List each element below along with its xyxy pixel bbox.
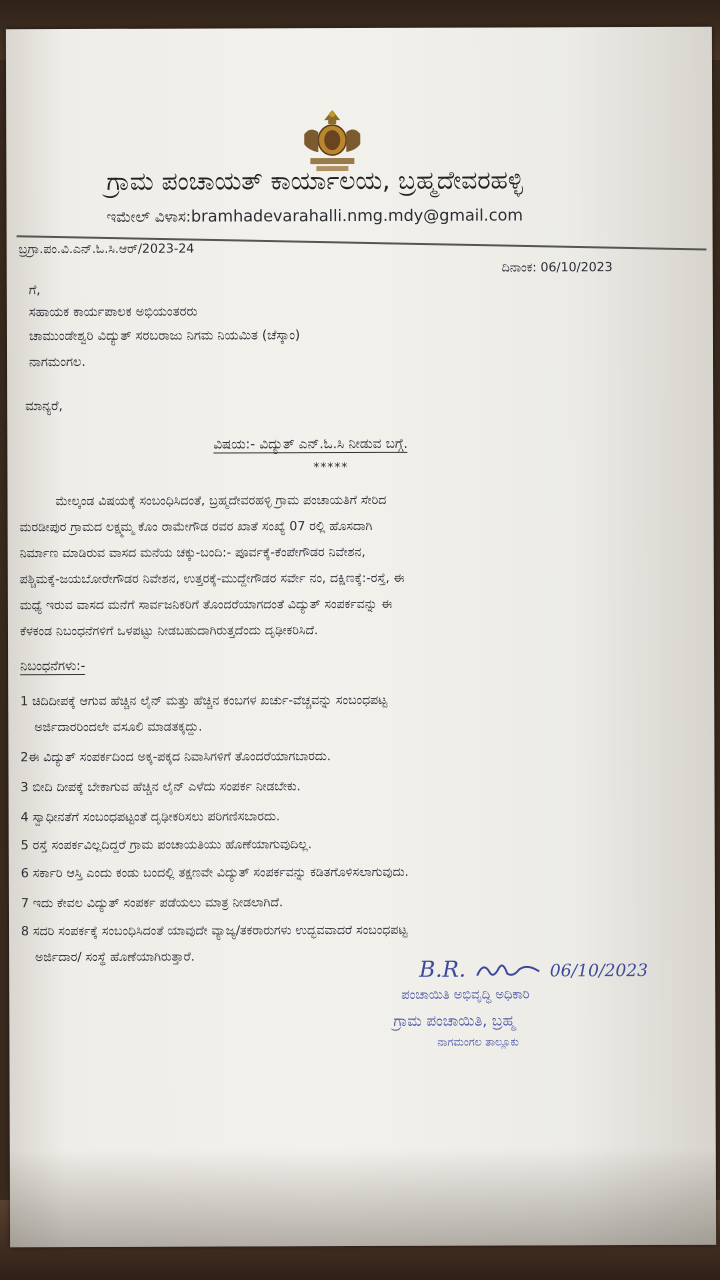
signature-date: 06/10/2023 (549, 961, 648, 982)
subject-line: ವಿಷಯ:- ವಿದ್ಯುತ್ ಎನ್.ಓ.ಸಿ ನೀಡುವ ಬಗ್ಗೆ. (213, 435, 408, 453)
signature-initials: B.R. (419, 957, 466, 983)
paragraph-line-5: ಮಧ್ಯೆ ಇರುವ ವಾಸದ ಮನೆಗೆ ಸಾರ್ವಜನಿಕರಿಗೆ ತೊಂದರೆಯಾಗದಂತೆ ವಿದ್ಯುತ್ ಸಂಪರ್ಕವನ್ನು ಈ (19, 595, 393, 613)
subject-stars: ***** (313, 460, 349, 475)
office-title: ಗ್ರಾಮ ಪಂಚಾಯತ್ ಕಾರ್ಯಾಲಯ, ಬ್ರಹ್ಮದೇವರಹಳ್ಳಿ (106, 165, 524, 196)
condition-8-cont: ಅರ್ಜಿದಾರ/ ಸಂಸ್ಥೆ ಹೊಣೆಯಾಗಿರುತ್ತಾರೆ. (35, 948, 195, 965)
seal-line-3: ನಾಗಮಂಗಲ ತಾಲ್ಲೂಕು (437, 1035, 519, 1049)
condition-3: 3 ಬೀದಿ ದೀಪಕ್ಕೆ ಬೇಕಾಗುವ ಹೆಚ್ಚಿನ ಲೈನ್ ಎಳೆದು ಸಂಪರ್ಕ ನೀಡಬೇಕು. (20, 778, 301, 795)
condition-1: 1 ಚಿದಿದೀಪಕ್ಕೆ ಆಗುವ ಹೆಚ್ಚಿನ ಲೈನ್ ಮತ್ತು ಹೆಚ್ಚಿನ ಕಂಬಗಳ ಖರ್ಚು-ವೆಚ್ಚವನ್ನು ಸಂಬಂಧಪಟ್ಟ (20, 691, 388, 709)
to-label: ಗೆ, (28, 283, 41, 299)
reference-number: ಬ್ರಗ್ರಾ.ಪಂ.ವಿ.ಎನ್.ಓ.ಸಿ.ಆರ್/2023-24 (18, 240, 195, 257)
condition-7: 7 ಇದು ಕೇವಲ ವಿದ್ಯುತ್ ಸಂಪರ್ಕ ಪಡೆಯಲು ಮಾತ್ರ ನೀಡಲಾಗಿದೆ. (20, 894, 283, 911)
paragraph-line-1: ಮೇಲ್ಕಂಡ ವಿಷಯಕ್ಕೆ ಸಂಬಂಧಿಸಿದಂತೆ, ಬ್ರಹ್ಮದೇವರಹಳ್ಳಿ ಗ್ರಾಮ ಪಂಚಾಯತಿಗೆ ಸೇರಿದ (55, 491, 387, 509)
condition-4: 4 ಸ್ವಾಧೀನತೆಗೆ ಸಂಬಂಧಪಟ್ಟಂತೆ ದೃಢೀಕರಿಸಲು ಪರಿಗಣಿಸಬಾರದು. (20, 808, 280, 825)
recipient-line-3: ನಾಗಮಂಗಲ. (29, 354, 86, 371)
paragraph-line-2: ಮರಡೀಪುರ ಗ್ರಾಮದ ಲಕ್ಷ್ಮಮ್ಮ ಕೊಂ ರಾಮೇಗೌಡ ರವರ ಖಾತೆ ಸಂಖ್ಯೆ 07 ರಲ್ಲಿ ಹೊಸದಾಗಿ (19, 517, 373, 535)
seal-line-1: ಪಂಚಾಯಿತಿ ಅಭಿವೃದ್ಧಿ ಅಧಿಕಾರಿ (401, 987, 530, 1003)
paragraph-line-6: ಕೆಳಕಂಡ ನಿಬಂಧನೆಗಳಿಗೆ ಒಳಪಟ್ಟು ನೀಡಬಹುದಾಗಿರುತ್ತದೆಂದು ದೃಢೀಕರಿಸಿದೆ. (19, 622, 319, 639)
condition-5: 5 ರಸ್ತೆ ಸಂಪರ್ಕವಿಲ್ಲದಿದ್ದರೆ ಗ್ರಾಮ ಪಂಚಾಯತಿಯು ಹೊಣೆಯಾಗುವುದಿಲ್ಲ. (20, 836, 312, 853)
signature-scribble-icon (473, 959, 543, 981)
salutation: ಮಾನ್ಯರೆ, (25, 399, 63, 415)
page-shadow (10, 1147, 716, 1247)
recipient-line-1: ಸಹಾಯಕ ಕಾರ್ಯಪಾಲಕ ಅಭಿಯಂತರರು (28, 304, 198, 321)
condition-2: 2ಈ ವಿದ್ಯುತ್ ಸಂಪರ್ಕದಿಂದ ಅಕ್ಕ-ಪಕ್ಕದ ನಿವಾಸಿಗಳಿಗೆ ತೊಂದರೆಯಾಗಬಾರದು. (20, 748, 331, 765)
condition-6: 6 ಸರ್ಕಾರಿ ಆಸ್ತಿ ಎಂದು ಕಂಡು ಬಂದಲ್ಲಿ ತಕ್ಷಣವೇ ವಿದ್ಯುತ್ ಸಂಪರ್ಕವನ್ನು ಕಡಿತಗೊಳಿಸಲಾಗುವುದು. (20, 863, 409, 881)
email-address: bramhadevarahalli.nmg.mdy@gmail.com (190, 205, 523, 226)
seal-line-2: ಗ್ರಾಮ ಪಂಚಾಯಿತಿ, ಬ್ರಹ್ಮ (393, 1011, 516, 1030)
condition-8: 8 ಸದರಿ ಸಂಪರ್ಕಕ್ಕೆ ಸಂಬಂಧಿಸಿದಂತೆ ಯಾವುದೇ ವ್ಯಾಜ್ಯ/ತಕರಾರುಗಳು ಉದ್ಭವವಾದರೆ ಸಂಬಂಧಪಟ್ಟ (20, 921, 408, 939)
email-label: ಇಮೇಲ್ ವಿಳಾಸ: (106, 207, 191, 226)
handwritten-signature (419, 957, 648, 983)
letter-page (6, 27, 716, 1247)
letter-date: ದಿನಾಂಕ: 06/10/2023 (501, 259, 613, 275)
email-line (106, 205, 522, 225)
paragraph-line-4: ಪಶ್ಚಿಮಕ್ಕೆ-ಜಯಬೋರೇಗೌಡರ ನಿವೇಶನ, ಉತ್ತರಕ್ಕೆ-ಮುದ್ದೇಗೌಡರ ಸರ್ವೇ ನಂ, ದಕ್ಷಿಣಕ್ಕೆ:-ರಸ್ತೆ, ಈ (19, 569, 405, 587)
conditions-heading: ನಿಬಂಧನೆಗಳು:- (20, 658, 86, 675)
condition-1-cont: ಅರ್ಜಿದಾರರಿಂದಲೇ ವಸೂಲಿ ಮಾಡತಕ್ಕದ್ದು. (34, 718, 203, 735)
paragraph-line-3: ನಿರ್ಮಾಣ ಮಾಡಿರುವ ವಾಸದ ಮನೆಯ ಚಕ್ಕು-ಬಂದಿ:- ಪೂರ್ವಕ್ಕೆ-ಕೆಂಪೇಗೌಡರ ನಿವೇಶನ, (19, 543, 366, 561)
recipient-line-2: ಚಾಮುಂಡೇಶ್ವರಿ ವಿದ್ಯುತ್ ಸರಬರಾಜು ನಿಗಮ ನಿಯಮಿತ (ಚೆಸ್ಕಾಂ) (28, 328, 301, 345)
